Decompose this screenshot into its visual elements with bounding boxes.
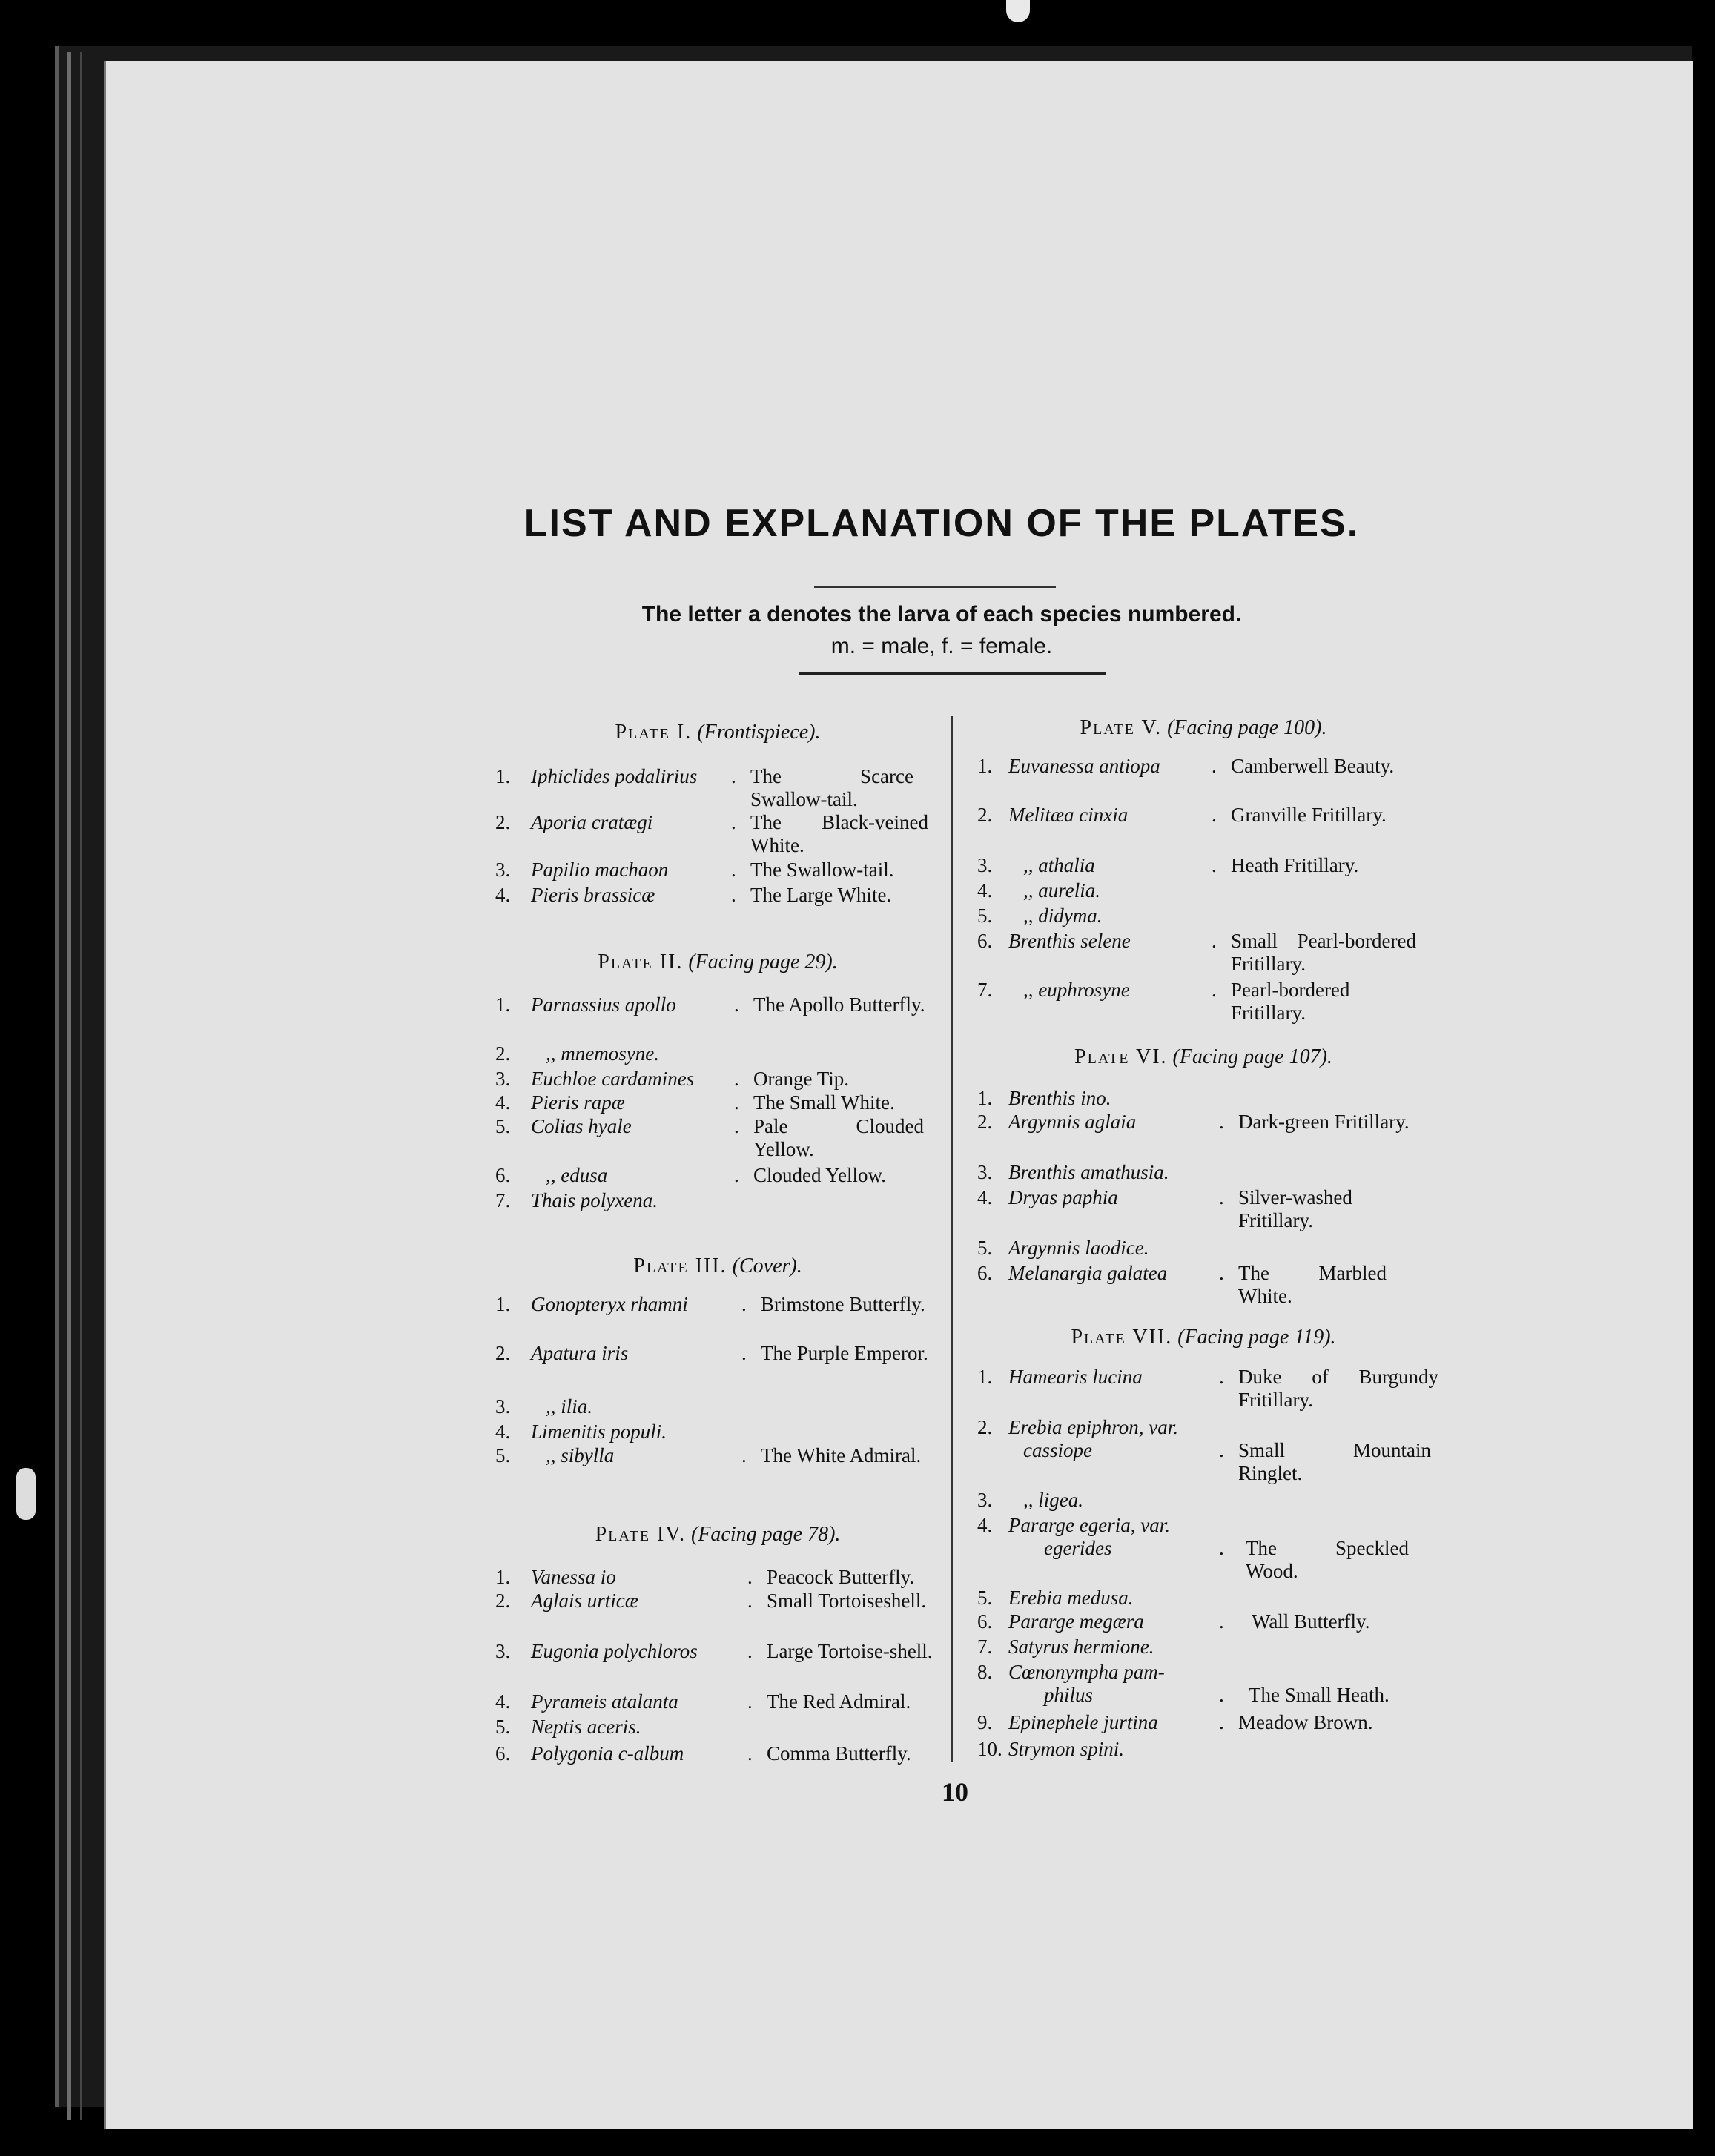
entry-number: 5. (495, 1444, 511, 1466)
entry-number: 8. (977, 1661, 993, 1683)
entry-number: 4. (977, 879, 993, 902)
entry-number: 1. (495, 765, 511, 787)
entry-number: 5. (495, 1716, 511, 1738)
plate-note: (Facing page 119). (1177, 1326, 1336, 1349)
species-name: Papilio machaon (531, 859, 669, 881)
scan-tab-mark (1006, 0, 1030, 22)
species-name: Polygonia c-album (531, 1742, 684, 1765)
entry-number: 1. (495, 1293, 511, 1315)
leader-dot: . (1219, 1684, 1224, 1706)
plate-label: Plate III. (633, 1254, 727, 1277)
leader-dot: . (734, 1068, 739, 1090)
plate-note: (Facing page 29). (688, 950, 838, 973)
leader-dot: . (731, 811, 736, 833)
leader-dot: . (747, 1742, 753, 1765)
entry-number: 5. (977, 1587, 993, 1609)
species-name: Apatura iris (531, 1342, 629, 1364)
leader-dot: . (1219, 1111, 1224, 1133)
common-name: The Marbled White. (1238, 1262, 1387, 1307)
species-name: Pieris rapæ (531, 1091, 625, 1114)
common-name: The Large White. (750, 884, 892, 906)
entry-number: 1. (495, 993, 511, 1016)
species-name: Thais polyxena. (531, 1189, 658, 1211)
entry-number: 4. (495, 1690, 511, 1713)
leader-dot: . (747, 1640, 753, 1662)
common-name: Comma Butterfly. (767, 1742, 911, 1765)
species-name: ,, edusa (546, 1164, 608, 1186)
entry-number: 7. (977, 1636, 993, 1658)
entry-number: 1. (977, 1366, 993, 1388)
entry-number: 4. (977, 1514, 993, 1536)
species-name: egerides (1044, 1537, 1112, 1559)
species-name: Pararge egeria, var. (1008, 1514, 1170, 1536)
species-name: Melanargia galatea (1008, 1262, 1168, 1284)
entry-number: 6. (977, 1262, 993, 1284)
plate-heading (495, 721, 940, 744)
species-name: Cœnonympha pam- (1008, 1661, 1165, 1683)
species-name: Pyrameis atalanta (531, 1690, 678, 1713)
leader-dot: . (1219, 1711, 1224, 1733)
leader-dot: . (747, 1690, 753, 1713)
entry-number: 3. (495, 1068, 511, 1090)
plate-heading (495, 1523, 940, 1547)
leader-dot: . (1212, 930, 1217, 952)
species-name: Neptis aceris. (531, 1716, 641, 1738)
entry-number: 3. (495, 1640, 511, 1662)
page-title: LIST AND EXPLANATION OF THE PLATES. (523, 502, 1360, 545)
entry-number: 3. (977, 1489, 993, 1511)
common-name: The Small Heath. (1249, 1684, 1389, 1706)
plate-label: Plate VII. (1071, 1326, 1173, 1349)
leader-dot: . (734, 1164, 739, 1186)
plate-note: (Facing page 78). (691, 1523, 841, 1546)
species-name: Vanessa io (531, 1566, 616, 1588)
common-name: Camberwell Beauty. (1231, 755, 1395, 777)
entry-number: 4. (495, 1091, 511, 1114)
species-name: Argynnis laodice. (1008, 1237, 1149, 1259)
leader-dot: . (1212, 755, 1217, 777)
entry-number: 4. (977, 1186, 993, 1208)
entry-number: 2. (495, 1342, 511, 1364)
common-name: The Apollo Butterfly. (753, 993, 925, 1016)
leader-dot: . (731, 884, 736, 906)
common-name: Small Mountain Ringlet. (1238, 1439, 1431, 1484)
species-name: Aporia cratægi (531, 811, 653, 833)
species-name: Pieris brassicæ (531, 884, 655, 906)
plate-heading (977, 1326, 1430, 1349)
entry-number: 2. (977, 1111, 993, 1133)
leader-dot: . (1212, 804, 1217, 826)
entry-number: 6. (977, 1610, 993, 1633)
common-name: The Small White. (753, 1091, 895, 1114)
leader-dot: . (731, 859, 736, 881)
entry-number: 2. (977, 1416, 993, 1438)
common-name: Pale Clouded Yellow. (753, 1115, 924, 1160)
leader-dot: . (1212, 854, 1217, 876)
species-name: Eugonia polychloros (531, 1640, 698, 1662)
header-rule (799, 672, 1106, 675)
entry-number: 2. (495, 811, 511, 833)
species-name: Limenitis populi. (531, 1421, 667, 1443)
leader-dot: . (1219, 1186, 1224, 1208)
species-name: Dryas paphia (1008, 1186, 1118, 1208)
plate-note: (Cover). (732, 1254, 802, 1277)
sex-abbreviation-note: m. = male, f. = female. (830, 634, 1053, 658)
species-name: Euchloe cardamines (531, 1068, 695, 1090)
leader-dot: . (731, 765, 736, 787)
species-name: Aglais urticæ (531, 1590, 638, 1612)
common-name: The Swallow-tail. (750, 859, 894, 881)
plate-heading (495, 950, 940, 974)
entry-number: 5. (495, 1115, 511, 1137)
common-name: Clouded Yellow. (753, 1164, 887, 1186)
leader-dot: . (1212, 979, 1217, 1001)
species-name: ,, euphrosyne (1023, 979, 1130, 1001)
entry-number: 2. (977, 804, 993, 826)
entry-number: 3. (977, 1161, 993, 1183)
species-name: Strymon spini. (1008, 1738, 1125, 1760)
species-name: Brenthis selene (1008, 930, 1131, 952)
common-name: Small Pearl-bordered Fritillary. (1231, 930, 1416, 975)
species-name: ,, aurelia. (1023, 879, 1100, 902)
species-name: Erebia medusa. (1008, 1587, 1134, 1609)
leader-dot: . (1219, 1262, 1224, 1284)
entry-number: 4. (495, 1421, 511, 1443)
species-name: Pararge megæra (1008, 1610, 1144, 1633)
common-name: Brimstone Butterfly. (761, 1293, 925, 1315)
plate-label: Plate II. (598, 950, 684, 973)
common-name: The Red Admiral. (767, 1690, 911, 1713)
common-name: Meadow Brown. (1238, 1711, 1373, 1733)
common-name: Heath Fritillary. (1231, 854, 1359, 876)
species-name: Gonopteryx rhamni (531, 1293, 688, 1315)
entry-number: 3. (495, 859, 511, 881)
leader-dot: . (747, 1590, 753, 1612)
species-name: ,, didyma. (1023, 905, 1103, 927)
species-name: ,, ligea. (1023, 1489, 1083, 1511)
plate-label: Plate I. (615, 721, 693, 744)
common-name: The Scarce Swallow-tail. (750, 765, 913, 810)
entry-number: 1. (977, 755, 993, 777)
entry-number: 7. (495, 1189, 511, 1211)
common-name: The White Admiral. (761, 1444, 922, 1466)
common-name: The Purple Emperor. (761, 1342, 928, 1364)
common-name: Duke of Burgundy Fritillary. (1238, 1366, 1438, 1411)
column-divider (951, 716, 953, 1762)
common-name: Pearl-bordered Fritillary. (1231, 979, 1350, 1024)
plate-note: (Facing page 100). (1167, 716, 1327, 739)
species-name: cassiope (1023, 1439, 1092, 1461)
scan-blemish (16, 1468, 36, 1520)
entry-number: 4. (495, 884, 511, 906)
leader-dot: . (741, 1342, 747, 1364)
species-name: Iphiclides podalirius (531, 765, 698, 787)
entry-number: 2. (495, 1042, 511, 1065)
species-name: Erebia epiphron, var. (1008, 1416, 1178, 1438)
leader-dot: . (1219, 1366, 1224, 1388)
entry-number: 5. (977, 905, 993, 927)
species-name: philus (1044, 1684, 1094, 1706)
common-name: Peacock Butterfly. (767, 1566, 915, 1588)
spine-edge (67, 52, 71, 2120)
entry-number: 1. (495, 1566, 511, 1588)
leader-dot: . (1219, 1439, 1224, 1461)
plate-heading (495, 1254, 940, 1278)
entry-number: 6. (495, 1164, 511, 1186)
species-name: Epinephele jurtina (1008, 1711, 1158, 1733)
species-name: ,, ilia. (546, 1395, 593, 1418)
common-name: Dark-green Fritillary. (1238, 1111, 1410, 1133)
plate-heading (977, 1045, 1430, 1069)
leader-dot: . (734, 1091, 739, 1114)
common-name: Silver-washed Fritillary. (1238, 1186, 1352, 1231)
species-name: Parnassius apollo (531, 993, 676, 1016)
plate-heading (977, 716, 1430, 740)
common-name: Small Tortoiseshell. (767, 1590, 927, 1612)
species-name: Brenthis ino. (1008, 1087, 1111, 1109)
entry-number: 6. (977, 930, 993, 952)
entry-number: 3. (495, 1395, 511, 1418)
entry-number: 3. (977, 854, 993, 876)
entry-number: 2. (495, 1590, 511, 1612)
leader-dot: . (747, 1566, 753, 1588)
common-name: The Black-veined White. (750, 811, 928, 856)
plate-label: Plate IV. (595, 1523, 686, 1546)
species-name: Argynnis aglaia (1008, 1111, 1137, 1133)
species-name: ,, mnemosyne. (546, 1042, 659, 1065)
species-name: Melitæa cinxia (1008, 804, 1129, 826)
entry-number: 6. (495, 1742, 511, 1765)
species-name: Hamearis lucina (1008, 1366, 1143, 1388)
common-name: Granville Fritillary. (1231, 804, 1387, 826)
plate-note: (Frontispiece). (697, 721, 821, 744)
larva-note: The letter a denotes the larva of each species numbered. (641, 602, 1242, 626)
species-name: Colias hyale (531, 1115, 632, 1137)
common-name: Orange Tip. (753, 1068, 850, 1090)
species-name: Euvanessa antiopa (1008, 755, 1160, 777)
leader-dot: . (1219, 1610, 1224, 1633)
spine-edge-inner (80, 52, 82, 2120)
page-number: 10 (942, 1777, 968, 1807)
species-name: Brenthis amathusia. (1008, 1161, 1169, 1183)
species-name: Satyrus hermione. (1008, 1636, 1154, 1658)
title-rule (814, 586, 1056, 588)
species-name: ,, athalia (1023, 854, 1095, 876)
common-name: Large Tortoise-shell. (767, 1640, 933, 1662)
plate-note: (Facing page 107). (1172, 1045, 1332, 1068)
entry-number: 5. (977, 1237, 993, 1259)
leader-dot: . (734, 993, 739, 1016)
common-name: The Speckled Wood. (1246, 1537, 1409, 1582)
common-name: Wall Butterfly. (1252, 1610, 1370, 1633)
plate-label: Plate V. (1080, 716, 1163, 739)
leader-dot: . (734, 1115, 739, 1137)
species-name: ,, sibylla (546, 1444, 615, 1466)
entry-number: 7. (977, 979, 993, 1001)
plate-label: Plate VI. (1074, 1045, 1168, 1068)
leader-dot: . (741, 1293, 747, 1315)
entry-number: 1. (977, 1087, 993, 1109)
entry-number: 10. (977, 1738, 1002, 1760)
entry-number: 9. (977, 1711, 993, 1733)
leader-dot: . (1219, 1537, 1224, 1559)
leader-dot: . (741, 1444, 747, 1466)
